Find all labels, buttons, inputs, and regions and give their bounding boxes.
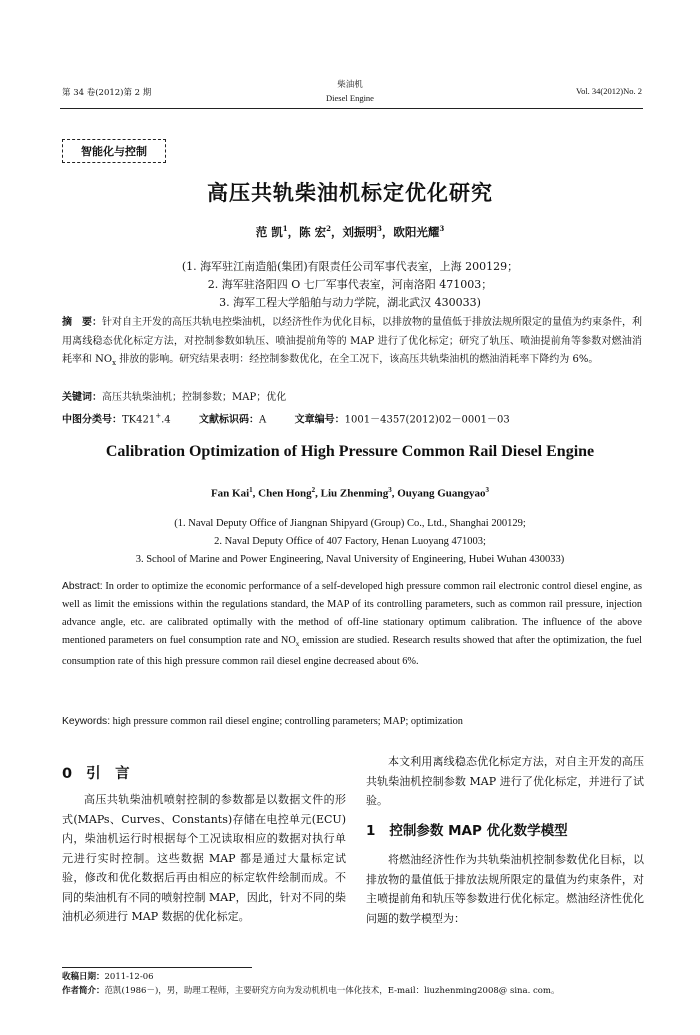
journal-volume: 第 34 卷(2012)第 2 期 — [62, 88, 152, 98]
footnote-received: 收稿日期：2011-12-06 — [62, 972, 154, 982]
affiliation-cn-2: 2. 海军驻洛阳四 O 七厂军事代表室，河南洛阳 471003； — [207, 278, 493, 291]
author-name: Liu Zhenming — [320, 487, 389, 500]
footnote-author: 作者简介：范凯(1986－)，男，助理工程师，主要研究方向为发动机机电一体化技术，E-mail：liuzhenming2008@ sina. com。 — [62, 986, 560, 996]
right-col-paragraph-2: 将燃油经济性作为共轨柴油机控制参数优化目标，以排放物的量值低于排放法规所限定的量值为约束条件，对主喷提前角和轨压等参数进行优化标定。燃油经济性优化问题的数学模型为： — [366, 853, 644, 925]
right-col-paragraph-1: 本文利用离线稳态优化标定方法，对自主开发的高压共轨柴油机控制参数 MAP 进行了优化标定，并进行了试验。 — [366, 755, 644, 807]
abstract-cn: 摘 要：针对自主开发的高压共轨电控柴油机，以经济性作为优化目标，以排放物的量值低于排放法规所限定的量值为约束条件，利用离线稳态优化标定方法，对控制参数如轨压、喷油提前角等的 MAP 进行了优化标定；研究了轨压、喷油提前角等参数对燃油消耗率和 $NO_x$ 排放的影响。研究结果表明：经控制参数优化，在全工况下，该高压共轨柴油机的燃油消耗率下降约为 6%。 — [62, 317, 642, 367]
author-name: 陈 宏 — [299, 225, 327, 239]
section-0-heading: 0 引 言 — [62, 766, 130, 782]
authors-en: Fan Kai$^1$, Chen Hong$^2$, Liu Zhenming$^3$, Ouyang Guangyao$^3$ — [210, 486, 490, 500]
author-name: Fan Kai — [210, 487, 250, 500]
header-rule — [60, 108, 643, 109]
journal-volume-en: Vol. 34(2012)No. 2 — [576, 86, 642, 96]
paper-title-cn: 高压共轨柴油机标定优化研究 — [207, 181, 493, 205]
abstract-en: Abstract: In order to optimize the economic performance of a self-developed high pressure common rail electronic control diesel engine, as well as limit the emissions within the regulations standard, the MAP of its controlling parameters, such as common rail pressure, injection advance angle, etc. are calibrated optimally with the method of off-line stationary optimum calibration. The influence of the above mentioned parameters on fuel consumption rate and $NO_x$ emission are studied. Research results showed that after the optimization, the fuel consumption rate of this high pressure common rail diesel engine decreased about 6%. — [62, 581, 642, 668]
footnote-rule — [62, 967, 252, 968]
journal-name-cn: 柴油机 — [337, 80, 363, 90]
keywords-cn: 关键词：高压共轨柴油机；控制参数；MAP；优化 — [62, 392, 287, 403]
affiliation-cn-3: 3. 海军工程大学船舶与动力学院，湖北武汉 430033) — [219, 296, 481, 309]
authors-cn: 范 凯$^1$，陈 宏$^2$，刘振明$^3$，欧阳光耀$^3$ — [255, 224, 445, 239]
author-name: 刘振明 — [342, 225, 378, 239]
journal-name-en: Diesel Engine — [326, 93, 374, 103]
abstract-cn-label: 摘 要： — [62, 317, 102, 328]
author-name: Chen Hong — [258, 487, 312, 500]
paper-title-en: Calibration Optimization of High Pressure Common Rail Diesel Engine — [105, 443, 595, 460]
author-name: Ouyang Guangyao — [397, 487, 486, 500]
author-name: 范 凯 — [255, 225, 283, 239]
affiliation-en-1: (1. Naval Deputy Office of Jiangnan Shipyard (Group) Co., Ltd., Shanghai 200129; — [174, 518, 526, 529]
section-0-paragraph: 高压共轨柴油机喷射控制的参数都是以数据文件的形式(MAPs、Curves、Constants)存储在电控单元(ECU)内，柴油机运行时根据每个工况读取相应的数据对执行单元进行实时控制。这些数据 MAP 都是通过大量标定试验，修改和优化数据后再由相应的标定软件绘制而成。不同的柴油机有不同的喷射控制 MAP，因此，针对不同的柴油机必须进行 MAP 数据的优化标定。 — [62, 793, 346, 923]
abstract-en-label: Abstract: — [62, 581, 103, 592]
keywords-en: Keywords: high pressure common rail diesel engine; controlling parameters; MAP; optimization — [62, 716, 463, 727]
author-name: 欧阳光耀 — [393, 225, 440, 239]
keywords-cn-label: 关键词： — [62, 392, 102, 403]
affiliation-en-3: 3. School of Marine and Power Engineering, Naval University of Engineering, Hubei Wuhan 430033) — [135, 554, 565, 565]
section-1-heading: 1 控制参数 MAP 优化数学模型 — [366, 823, 568, 839]
affiliation-cn-1: (1. 海军驻江南造船(集团)有限责任公司军事代表室，上海 200129； — [181, 260, 519, 273]
classification-line: 中图分类号：TK421+.4 文献标识码：A 文章编号：1001－4357(2012)02－0001－03 — [62, 412, 510, 426]
affiliation-en-2: 2. Naval Deputy Office of 407 Factory, Henan Luoyang 471003; — [214, 536, 486, 547]
keywords-en-label: Keywords: — [62, 716, 111, 727]
section-tag: 智能化与控制 — [62, 139, 166, 163]
